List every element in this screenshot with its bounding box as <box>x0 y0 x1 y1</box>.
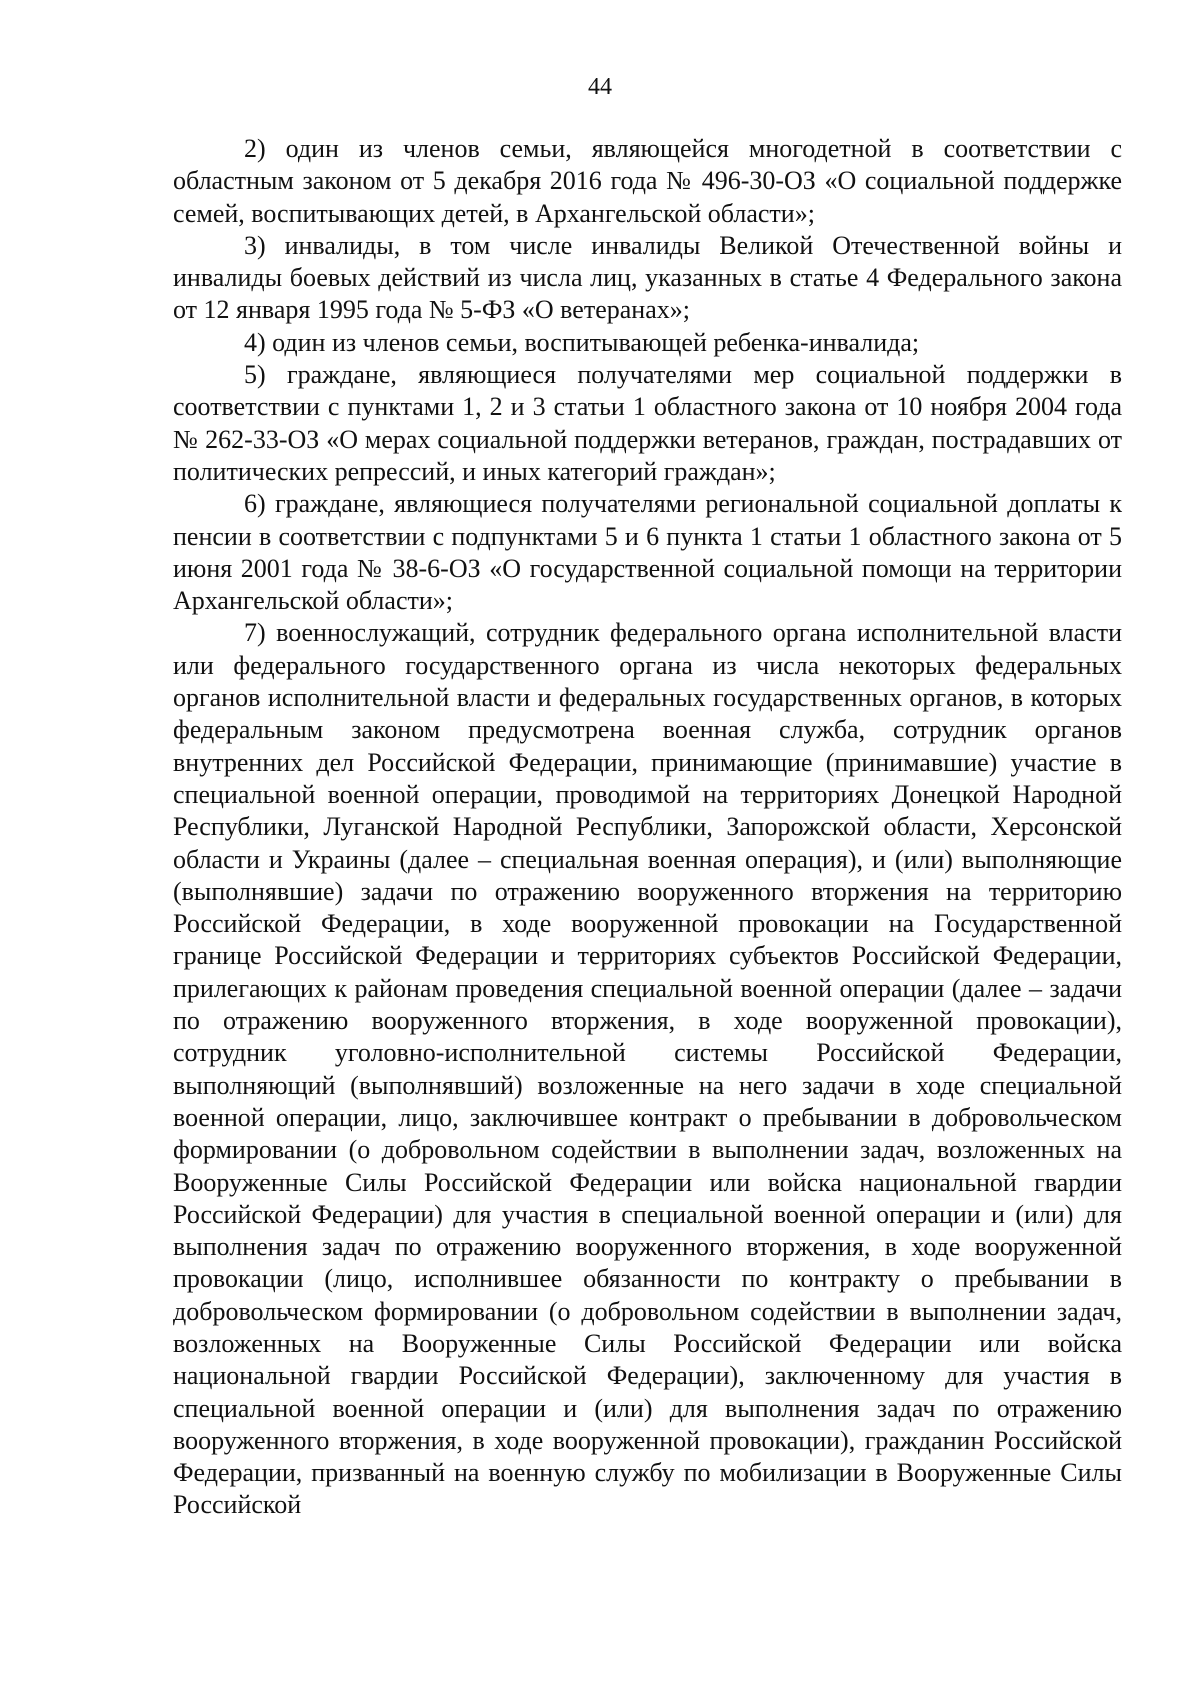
paragraph-item-3: 3) инвалиды, в том числе инвалиды Великой Отечественной войны и инвалиды боевых действий из числа лиц, указанных в статье 4 Федерального закона от 12 января 1995 года № 5-ФЗ «О ветеранах»; <box>173 230 1122 325</box>
paragraph-item-7: 7) военнослужащий, сотрудник федерального органа исполнительной власти или федерального государственного органа из числа некоторых федеральных органов исполнительной власти и федеральных государственных органов, в которых федеральным законом предусмотрена военная служба, сотрудник органов внутренних дел Российской Федерации, принимающие (принимавшие) участие в специальной военной операции, проводимой на территориях Донецкой Народной Республики, Луганской Народной Республики, Запорожской области, Херсонской области и Украины (далее – специальная военная операция), и (или) выполняющие (выполнявшие) задачи по отражению вооруженного вторжения на территорию Российской Федерации, в ходе вооруженной провокации на Государственной границе Российской Федерации и территориях субъектов Российской Федерации, прилегающих к районам проведения специальной военной операции (далее – задачи по отражению вооруженного вторжения, в ходе вооруженной провокации), сотрудник уголовно-исполнительной системы Российской Федерации, выполняющий (выполнявший) возложенные на него задачи в ходе специальной военной операции, лицо, заключившее контракт о пребывании в добровольческом формировании (о добровольном содействии в выполнении задач, возложенных на Вооруженные Силы Российской Федерации или войска национальной гвардии Российской Федерации) для участия в специальной военной операции и (или) для выполнения задач по отражению вооруженного вторжения, в ходе вооруженной провокации (лицо, исполнившее обязанности по контракту о пребывании в добровольческом формировании (о добровольном содействии в выполнении задач, возложенных на Вооруженные Силы Российской Федерации или войска национальной гвардии Российской Федерации), заключенному для участия в специальной военной операции и (или) для выполнения задач по отражению вооруженного вторжения, в ходе вооруженной провокации), гражданин Российской Федерации, призванный на военную службу по мобилизации в Вооруженные Силы Российской <box>173 618 1122 1520</box>
paragraph-item-2: 2) один из членов семьи, являющейся многодетной в соответствии с областным законом от 5 декабря 2016 года № 496-30-ОЗ «О социальной поддержке семей, воспитывающих детей, в Архангельской области»; <box>173 134 1122 228</box>
paragraph-item-5: 5) граждане, являющиеся получателями мер социальной поддержки в соответствии с пунктами 1, 2 и 3 статьи 1 областного закона от 10 ноября 2004 года № 262-33-ОЗ «О мерах социальной поддержки ветеранов, граждан, пострадавших от политических репрессий, и иных категорий граждан»; <box>173 360 1122 486</box>
paragraph-item-6: 6) граждане, являющиеся получателями региональной социальной доплаты к пенсии в соответствии с подпунктами 5 и 6 пункта 1 статьи 1 областного закона от 5 июня 2001 года № 38-6-ОЗ «О государственной социальной помощи на территории Архангельской области»; <box>173 489 1122 616</box>
document-body <box>173 133 1122 1522</box>
paragraph-item-4: 4) один из членов семьи, воспитывающей ребенка-инвалида; <box>244 327 920 357</box>
page-number: 44 <box>588 74 612 100</box>
